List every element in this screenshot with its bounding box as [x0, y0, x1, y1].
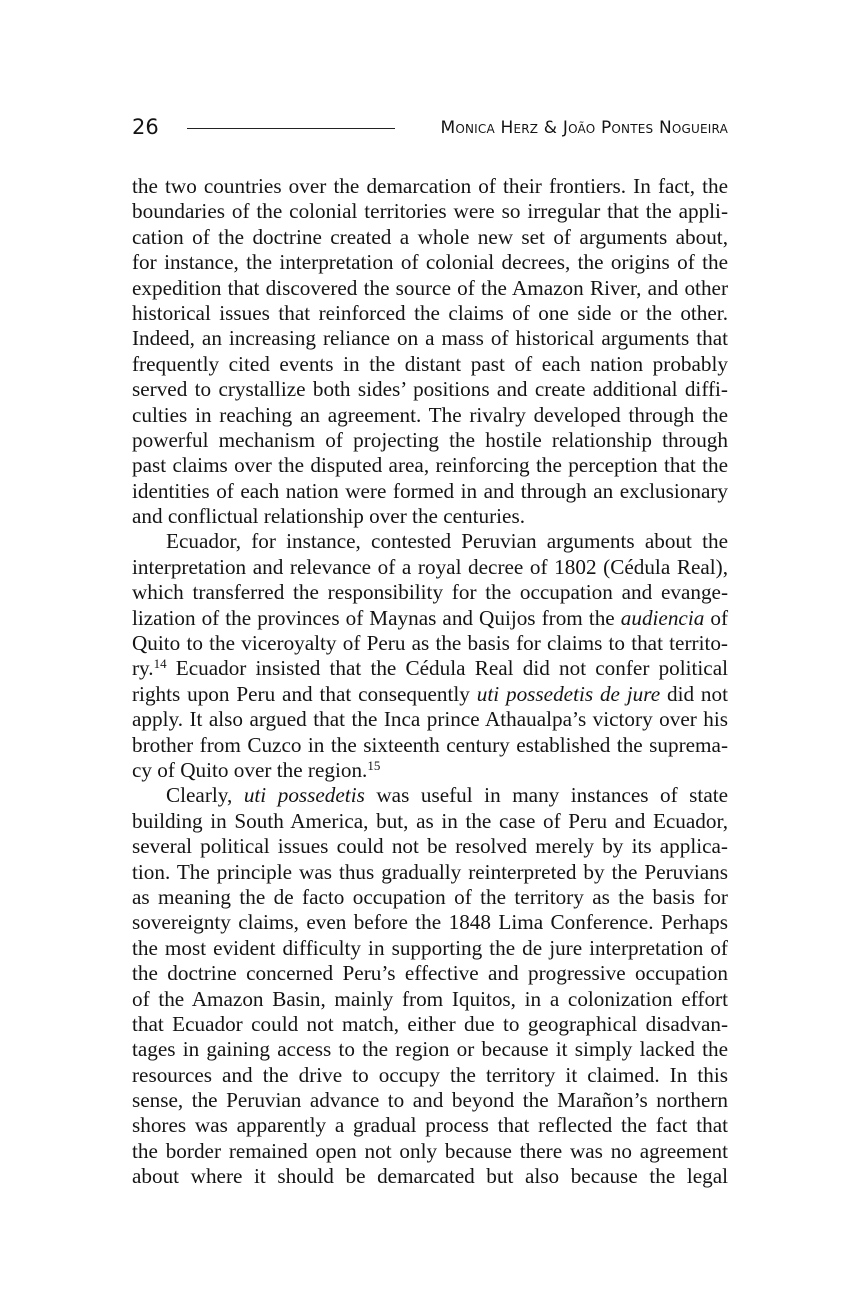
text-line [132, 631, 728, 656]
text-line [132, 682, 728, 707]
text-run: cy of Quito over the region. [132, 757, 368, 782]
text-line [132, 555, 728, 580]
text-run: lization of the provinces of Maynas and Quijos from the [132, 605, 621, 630]
text-run: of the Amazon Basin, mainly from Iquitos, in a colonization effort [132, 986, 728, 1011]
text-run: about where it should be demarcated but also because the legal [132, 1164, 728, 1189]
text-run: of [704, 605, 729, 630]
text-line [132, 834, 728, 859]
text-line [132, 352, 728, 377]
text-run: historical issues that reinforced the claims of one side or the other. [132, 300, 728, 325]
text-run: the doctrine concerned Peru’s effective and progressive occupation [132, 961, 728, 986]
text-run: as meaning the de facto occupation of the territory as the basis for [132, 884, 728, 909]
text-run: for instance, the interpretation of colonial decrees, the origins of the [132, 250, 728, 275]
paragraph [132, 783, 728, 1189]
text-run: the two countries over the demarcation of their frontiers. In fact, the [132, 174, 728, 198]
paragraph [132, 174, 728, 529]
footnote-ref: 15 [367, 757, 381, 773]
text-run: powerful mechanism of projecting the hostile relationship through [132, 427, 728, 452]
running-head-authors: Monica Herz & João Pontes Nogueira [440, 118, 728, 138]
text-line [132, 250, 728, 275]
text-run: frequently cited events in the distant past of each nation probably [132, 351, 728, 376]
text-line [132, 1088, 728, 1113]
text-run: that Ecuador could not match, either due to geographical disadvan- [132, 1011, 728, 1036]
text-run: Quito to the viceroyalty of Peru as the basis for claims to that territo- [132, 631, 728, 656]
text-line [132, 783, 728, 808]
text-line [132, 733, 728, 758]
text-line [132, 326, 728, 351]
italic-term: uti possedetis de jure [476, 681, 661, 706]
text-run: sense, the Peruvian advance to and beyond the Marañon’s northern [132, 1088, 728, 1113]
text-run: Indeed, an increasing reliance on a mass of historical arguments that [132, 326, 728, 351]
text-line [132, 606, 728, 631]
text-run: shores was apparently a gradual process that reflected the fact that [132, 1113, 728, 1138]
text-run: did not [660, 681, 728, 706]
text-line [132, 479, 728, 504]
text-line [132, 428, 728, 453]
text-run: Ecuador insisted that the Cédula Real did not confer political [166, 656, 728, 681]
text-run: was useful in many instances of state [364, 783, 729, 808]
text-line [132, 174, 728, 199]
text-run: served to crystallize both sides’ positions and create additional diffi- [132, 377, 728, 402]
text-line [132, 987, 728, 1012]
text-line [132, 1037, 728, 1062]
text-run: past claims over the disputed area, reinforcing the perception that the [132, 453, 728, 478]
text-run: resources and the drive to occupy the territory it claimed. In this [132, 1062, 728, 1087]
text-run: which transferred the responsibility for the occupation and evange- [132, 580, 728, 605]
text-run: several political issues could not be resolved merely by its applica- [132, 834, 728, 859]
text-line [132, 580, 728, 605]
italic-term: audiencia [620, 605, 705, 630]
text-run: interpretation and relevance of a royal decree of 1802 (Cédula Real), [132, 554, 728, 579]
text-run: culties in reaching an agreement. The rivalry developed through the [132, 402, 728, 427]
text-line [132, 529, 728, 554]
text-line [132, 504, 728, 529]
text-line [132, 1113, 728, 1138]
text-run: rights upon Peru and that consequently [132, 681, 477, 706]
text-line [132, 225, 728, 250]
text-line [132, 910, 728, 935]
body-text [132, 174, 728, 1190]
text-line [132, 809, 728, 834]
text-run: tages in gaining access to the region or because it simply lacked the [132, 1037, 728, 1062]
text-run: the most evident difficulty in supporting the de jure interpretation of [132, 935, 728, 960]
italic-term: uti possedetis [243, 783, 365, 808]
text-line [132, 885, 728, 910]
text-run: apply. It also argued that the Inca prince Athaualpa’s victory over his [132, 707, 728, 732]
text-run: Ecuador, for instance, contested Peruvian arguments about the [166, 529, 728, 554]
text-line [132, 1012, 728, 1037]
text-line [132, 860, 728, 885]
page-number: 26 [132, 115, 159, 139]
text-line [132, 301, 728, 326]
text-run: ry. [132, 656, 154, 681]
text-line [132, 707, 728, 732]
text-run: the border remained open not only because there was no agreement [132, 1138, 728, 1163]
text-run: and conflictual relationship over the centuries. [132, 504, 526, 529]
text-run: identities of each nation were formed in and through an exclusionary [132, 478, 728, 503]
text-run: cation of the doctrine created a whole new set of arguments about, [132, 224, 728, 249]
footnote-ref: 14 [153, 656, 167, 672]
text-line [132, 453, 728, 478]
text-line [132, 758, 728, 783]
text-line [132, 1139, 728, 1164]
text-line [132, 276, 728, 301]
running-head [132, 112, 728, 142]
text-run: brother from Cuzco in the sixteenth century established the suprema- [132, 732, 728, 757]
text-run: Clearly, [166, 783, 244, 808]
text-line [132, 1063, 728, 1088]
text-run: expedition that discovered the source of the Amazon River, and other [132, 275, 728, 300]
text-run: building in South America, but, as in the case of Peru and Ecuador, [132, 808, 728, 833]
text-line [132, 656, 728, 681]
text-line [132, 961, 728, 986]
text-line [132, 403, 728, 428]
text-run: sovereignty claims, even before the 1848 Lima Conference. Perhaps [132, 910, 728, 935]
header-rule [187, 128, 395, 129]
text-run: boundaries of the colonial territories were so irregular that the appli- [132, 199, 728, 224]
text-line [132, 199, 728, 224]
text-line [132, 377, 728, 402]
text-line [132, 936, 728, 961]
text-line [132, 1164, 728, 1189]
paragraph [132, 529, 728, 783]
text-run: tion. The principle was thus gradually reinterpreted by the Peruvians [132, 859, 728, 884]
